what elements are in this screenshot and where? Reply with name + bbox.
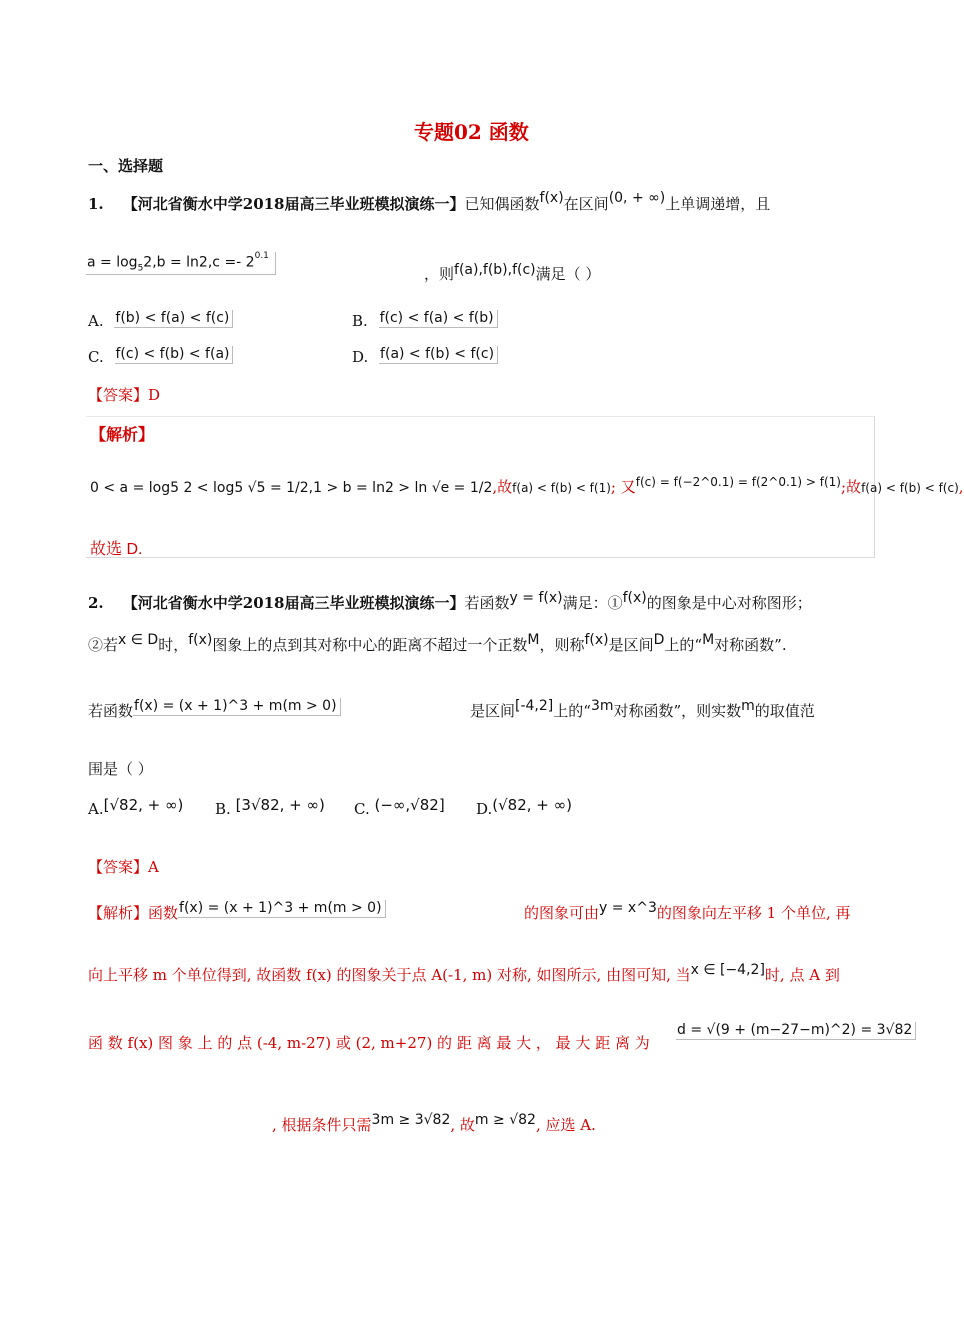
option-b[interactable]: B. [3√82, + ∞) bbox=[215, 796, 325, 818]
answer-1: 【答案】D bbox=[88, 386, 161, 404]
stem-text: 已知偶函数 bbox=[464, 195, 540, 213]
analysis-label: 【解析】 bbox=[90, 425, 155, 444]
option-c[interactable]: C. (−∞,√82] bbox=[354, 796, 445, 818]
answer-2: 【答案】A bbox=[88, 858, 159, 876]
analysis-2-line-2: 向上平移 m 个单位得到, 故函数 f(x) 的图象关于点 A(-1, m) 对称, 如图所示, 由图可知, 当x ∈ [−4,2]时, 点 A 到 bbox=[88, 962, 840, 984]
page-title: 专题02 函数 bbox=[414, 120, 529, 144]
analysis-2-line-3: 函 数 f(x) 图 象 上 的 点 (-4, m-27) 或 (2, m+27) 的 距 离 最 大 ， 最 大 距 离 为 bbox=[88, 1034, 650, 1052]
analysis-math-1: 0 < a = log5 2 < log5 √5 = 1/2,1 > b = ln2 > ln √e = 1/2 bbox=[90, 480, 493, 496]
section-heading: 一、选择题 bbox=[88, 157, 164, 175]
analysis-2-distance-formula: d = √(9 + (m−27−m)^2) = 3√82 bbox=[676, 1022, 916, 1040]
option-b[interactable]: B. f(c) < f(a) < f(b) bbox=[352, 312, 498, 330]
question-2-line-2: ②若x ∈ D时，f(x)图象上的点到其对称中心的距离不超过一个正数M，则称f(x)是区间D上的“M对称函数”. bbox=[88, 632, 787, 654]
math-given: $a = \log_52,b = \ln 2,c =- 2^{0.1}$ bbox=[86, 252, 276, 275]
analysis-1-line: 0 < a = log5 2 < log5 √5 = 1/2,1 > b = ln2 > ln √e = 1/2,故f(a) < f(b) < f(1); 又$^{f(c) = f(-2\^{}0.1) = f(2\^{}0.1) > f(1)}$;故f(a) < f(b) < f(c), bbox=[90, 475, 964, 496]
analysis-conclusion: 故选 D. bbox=[90, 541, 143, 558]
question-1-line-2: ，则f(a),f(b),f(c)满足（ ） bbox=[424, 262, 601, 283]
stem-text: 上单调递增，且 bbox=[665, 195, 771, 213]
stem-text: 在区间 bbox=[563, 195, 609, 213]
option-c[interactable]: C. f(c) < f(b) < f(a) bbox=[88, 348, 233, 366]
question-2-line-3b: 是区间[-4,2]上的“3m对称函数”，则实数m的取值范 bbox=[470, 698, 815, 720]
math-fx: f(x) bbox=[539, 190, 564, 206]
option-d[interactable]: D. f(a) < f(b) < f(c) bbox=[352, 348, 498, 366]
question-2-line-1: 2. 【河北省衡水中学2018届高三毕业班模拟演练一】若函数y = f(x)满足：①f(x)的图象是中心对称图形； bbox=[88, 590, 812, 612]
analysis-2-line-1b: 的图象可由y = x^3的图象向左平移 1 个单位, 再 bbox=[524, 900, 851, 922]
question-2-line-4: 围是（ ） bbox=[88, 760, 153, 778]
option-d[interactable]: D.(√82, + ∞) bbox=[476, 796, 572, 818]
question-source: 【河北省衡水中学2018届高三毕业班模拟演练一】 bbox=[122, 195, 465, 213]
math-interval: (0, + ∞) bbox=[608, 190, 666, 206]
question-2-line-3a: 若函数f(x) = (x + 1)^3 + m(m > 0) bbox=[88, 700, 341, 721]
question-1-line-1 bbox=[88, 190, 771, 214]
option-a[interactable]: A. f(b) < f(a) < f(c) bbox=[88, 312, 233, 330]
option-a[interactable]: A.[√82, + ∞) bbox=[88, 796, 184, 818]
analysis-2-line-4: , 根据条件只需3m ≥ 3√82, 故m ≥ √82, 应选 A. bbox=[272, 1112, 596, 1134]
math-fa-fb-fc: f(a),f(b),f(c) bbox=[454, 262, 536, 278]
question-number: 1. bbox=[88, 195, 104, 213]
analysis-2-line-1a: 【解析】函数f(x) = (x + 1)^3 + m(m > 0) bbox=[88, 902, 386, 923]
